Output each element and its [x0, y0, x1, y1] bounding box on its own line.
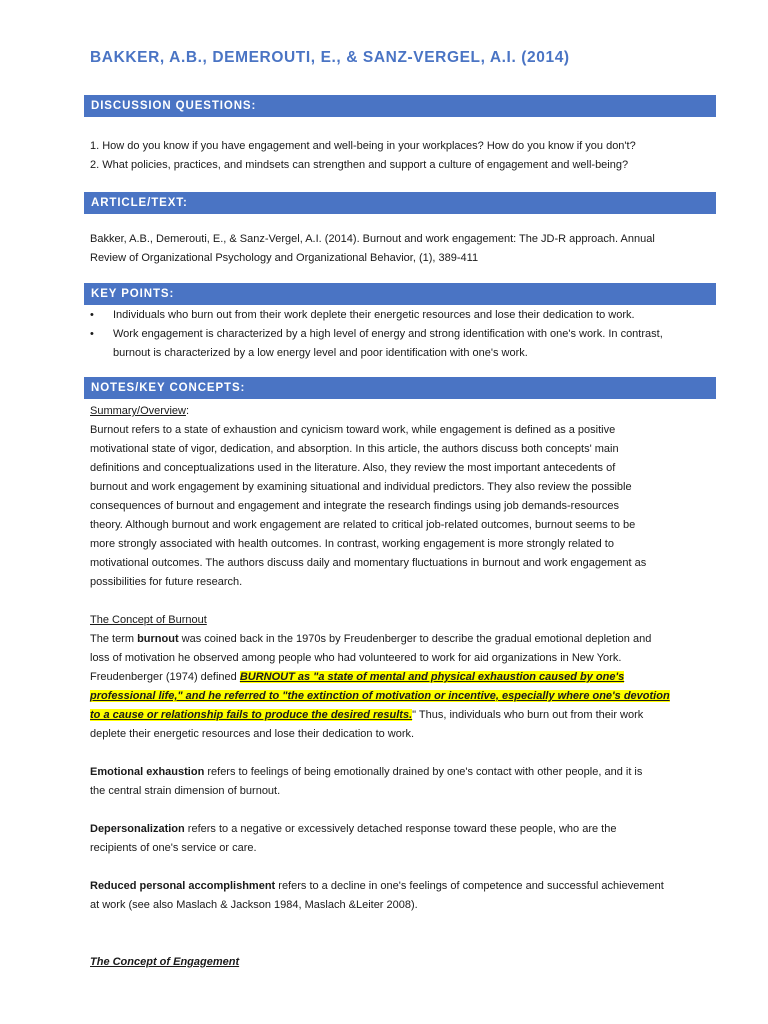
discussion-question-1: 1. How do you know if you have engagement and well-being in your workplaces? How do you know if you don't?	[90, 140, 636, 152]
summary-line: possibilities for future research.	[90, 576, 243, 588]
key-point-text: Work engagement is characterized by a high level of energy and strong identification with one's work. In contrast,	[113, 328, 663, 340]
summary-heading-line	[90, 402, 716, 421]
depersonalization-term: Depersonalization	[90, 823, 185, 835]
article-citation-line-1: Bakker, A.B., Demerouti, E., & Sanz-Vergel, A.I. (2014). Burnout and work engagement: The JD-R approach. Annual	[90, 233, 655, 245]
paragraph-text: refers to a decline in one's feelings of competence and successful achievement	[275, 880, 664, 892]
document-title: BAKKER, A.B., DEMEROUTI, E., & SANZ-VERGEL, A.I. (2014)	[90, 49, 570, 66]
burnout-paragraph-line	[90, 630, 716, 649]
bullet-icon: •	[90, 309, 94, 321]
paragraph-line: the central strain dimension of burnout.	[90, 785, 281, 797]
burnout-paragraph-line: deplete their energetic resources and lose their dedication to work.	[90, 728, 415, 740]
burnout-text: was coined back in the 1970s by Freudenberger to describe the gradual emotional depletion and	[178, 633, 652, 645]
notes-key-concepts-header: NOTES/KEY CONCEPTS:	[84, 377, 716, 399]
burnout-text: " Thus, individuals who burn out from their work	[412, 709, 644, 721]
burnout-paragraph-line	[90, 706, 716, 725]
paragraph-line	[90, 877, 716, 896]
paragraph-line: recipients of one's service or care.	[90, 842, 257, 854]
paragraph-text: refers to a negative or excessively detached response toward these people, who are the	[184, 823, 617, 835]
highlighted-definition: to a cause or relationship fails to produce the desired results.	[90, 709, 413, 721]
summary-line: more strongly associated with health outcomes. In contrast, working engagement is more strongly related to	[90, 538, 614, 550]
key-points-header: KEY POINTS:	[84, 283, 716, 305]
depersonalization-paragraph	[90, 820, 716, 858]
summary-line: burnout and work engagement by examining situational and individual predictors. They also review the possible	[90, 481, 632, 493]
discussion-question-2: 2. What policies, practices, and mindsets can strengthen and support a culture of engagement and well-being?	[90, 159, 629, 171]
summary-line: theory. Although burnout and work engagement are related to critical job-related outcomes, burnout seems to be	[90, 519, 636, 531]
engagement-heading: The Concept of Engagement	[90, 956, 240, 968]
summary-line: consequences of burnout and engagement and integrate the research findings using job demands-resources	[90, 500, 619, 512]
emotional-exhaustion-paragraph	[90, 763, 716, 801]
burnout-paragraph-line: loss of motivation he observed among people who had volunteered to work for aid organizations in New York.	[90, 652, 622, 664]
key-points-list	[90, 306, 716, 363]
burnout-section	[90, 611, 716, 744]
summary-line: definitions and conceptualizations used in the literature. Also, they review the most important antecedents of	[90, 462, 616, 474]
burnout-paragraph-line	[90, 668, 716, 687]
discussion-questions-header: DISCUSSION QUESTIONS:	[84, 95, 716, 117]
summary-line: motivational outcomes. The authors discuss daily and momentary fluctuations in burnout and work engagement as	[90, 557, 647, 569]
reduced-accomplishment-paragraph	[90, 877, 716, 915]
summary-line: motivational state of vigor, dedication, and absorption. In this article, the authors discuss both concepts' main	[90, 443, 619, 455]
article-text-header: ARTICLE/TEXT:	[84, 192, 716, 214]
emotional-exhaustion-term: Emotional exhaustion	[90, 766, 205, 778]
reduced-accomplishment-term: Reduced personal accomplishment	[90, 880, 276, 892]
highlighted-definition: BURNOUT as "a state of mental and physical exhaustion caused by one's	[239, 671, 625, 683]
burnout-paragraph-line	[90, 687, 716, 706]
summary-section	[90, 402, 716, 592]
summary-line: Burnout refers to a state of exhaustion and cynicism toward work, while engagement is defined as a positive	[90, 424, 616, 436]
bullet-icon: •	[90, 328, 94, 340]
paragraph-line	[90, 763, 716, 782]
key-point-text: burnout is characterized by a low energy level and poor identification with one's work.	[113, 347, 528, 359]
article-citation	[90, 230, 716, 268]
burnout-term: burnout	[137, 633, 179, 645]
key-point-item	[90, 306, 716, 325]
key-point-item	[90, 325, 716, 363]
engagement-section	[90, 953, 716, 972]
summary-heading-colon: :	[185, 405, 190, 417]
burnout-text: Freudenberger (1974) defined	[90, 671, 240, 683]
burnout-heading: The Concept of Burnout	[90, 614, 207, 626]
paragraph-line	[90, 820, 716, 839]
article-citation-line-2: Review of Organizational Psychology and Organizational Behavior, (1), 389-411	[90, 252, 479, 264]
discussion-questions-body	[90, 137, 716, 175]
paragraph-line: at work (see also Maslach & Jackson 1984, Maslach &Leiter 2008).	[90, 899, 418, 911]
paragraph-text: refers to feelings of being emotionally drained by one's contact with other people, and it is	[204, 766, 643, 778]
summary-heading: Summary/Overview	[90, 405, 186, 417]
highlighted-definition: professional life," and he referred to "the extinction of motivation or incentive, especially where one's devotion	[90, 690, 670, 702]
key-point-text: Individuals who burn out from their work deplete their energetic resources and lose their dedication to work.	[113, 309, 635, 321]
burnout-text: The term	[90, 633, 138, 645]
